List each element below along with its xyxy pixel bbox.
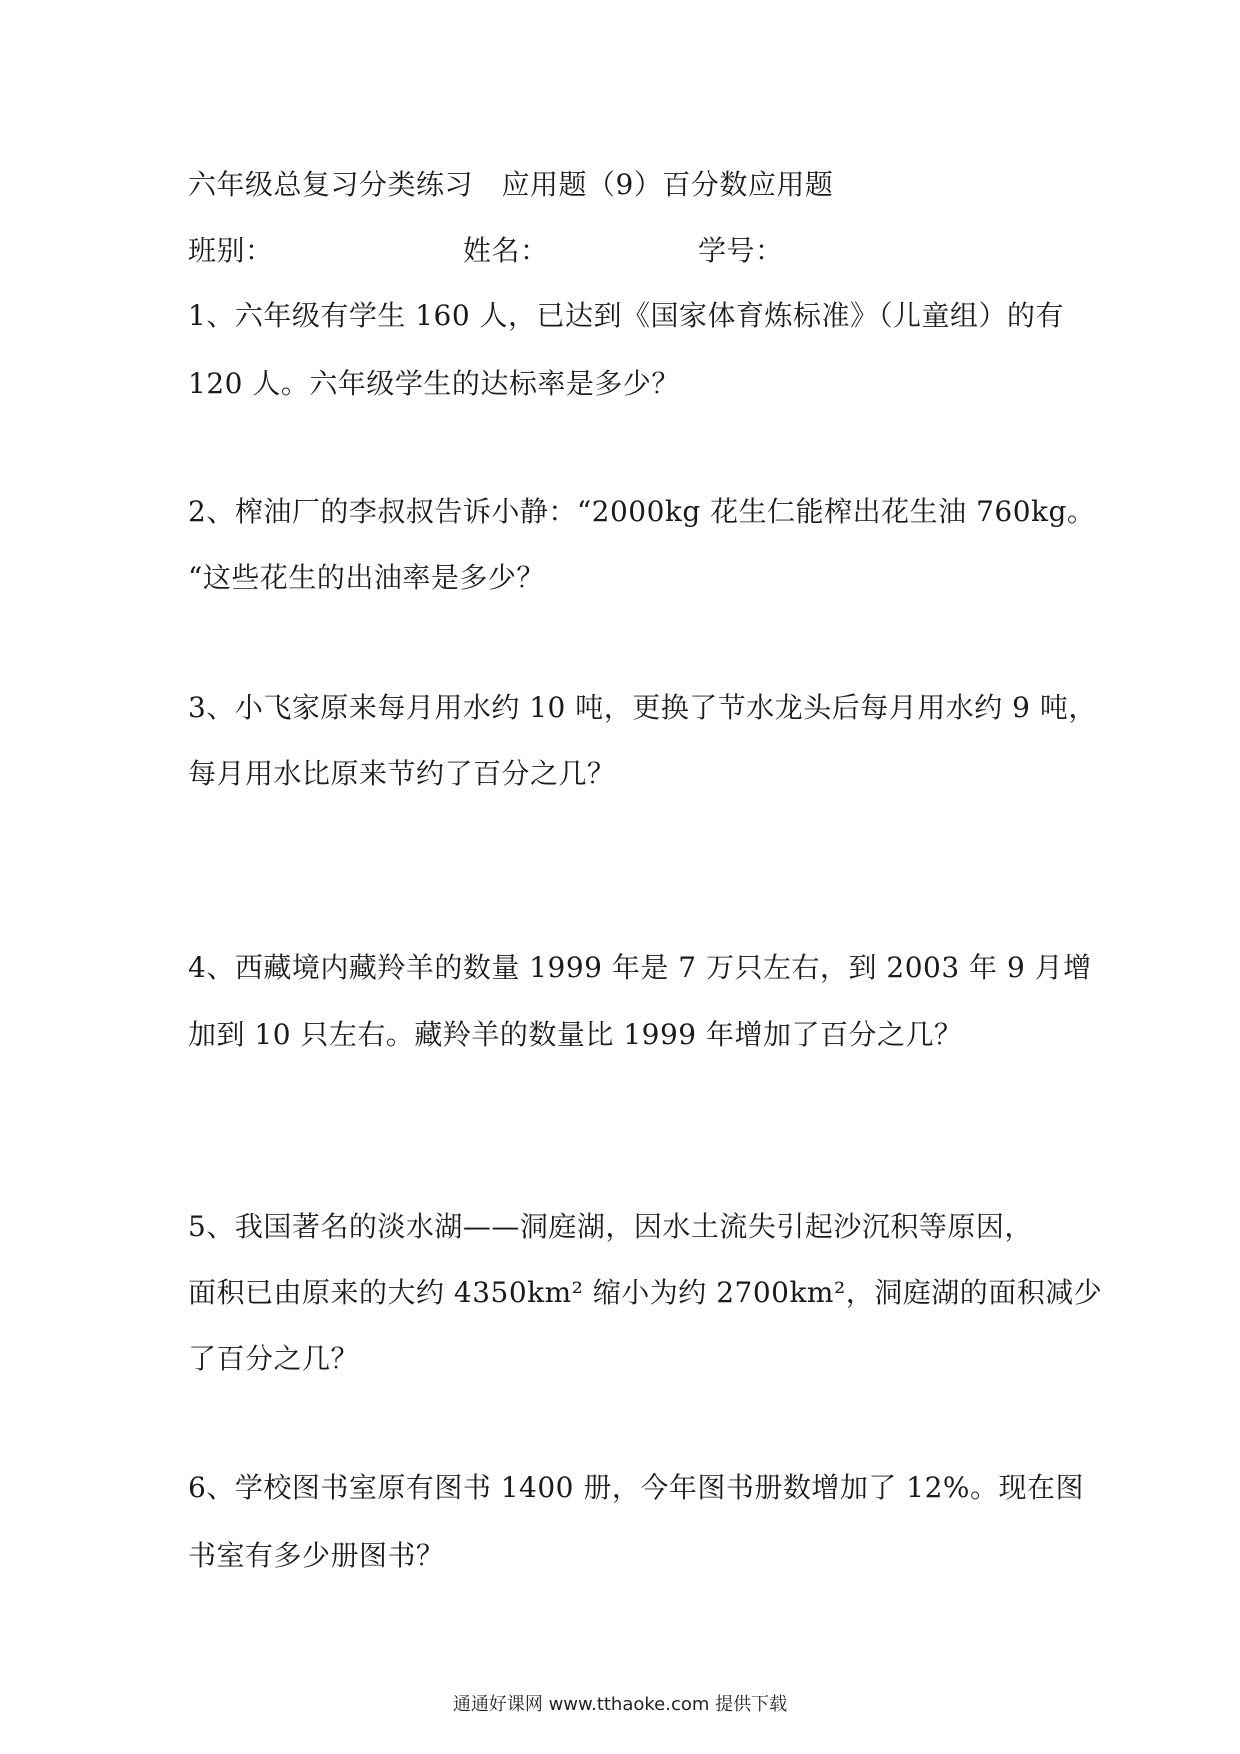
question-4-line-1: 4、西藏境内藏羚羊的数量 1999 年是 7 万只左右，到 2003 年 9 月增 [188, 951, 1092, 984]
question-5-line-1: 5、我国著名的淡水湖——洞庭湖，因水土流失引起沙沉积等原因， [188, 1210, 1033, 1243]
question-1-line-1: 1、六年级有学生 160 人，已达到《国家体育炼标准》（儿童组）的有 [188, 299, 1065, 332]
class-field-label: 班别： [188, 234, 274, 267]
question-5-line-2: 面积已由原来的大约 4350km² 缩小为约 2700km²，洞庭湖的面积减少 [188, 1276, 1103, 1309]
question-3-line-1: 3、小飞家原来每月用水约 10 吨，更换了节水龙头后每月用水约 9 吨， [188, 691, 1097, 724]
question-2-line-2: “这些花生的出油率是多少？ [188, 561, 545, 594]
question-4-line-2: 加到 10 只左右。藏羚羊的数量比 1999 年增加了百分之几？ [188, 1018, 963, 1051]
question-3-line-2: 每月用水比原来节约了百分之几？ [188, 757, 616, 790]
question-6-line-1: 6、学校图书室原有图书 1400 册，今年图书册数增加了 12%。现在图 [188, 1471, 1085, 1504]
question-6-line-2: 书室有多少册图书？ [188, 1539, 445, 1572]
question-2-line-1: 2、榨油厂的李叔叔告诉小静：“2000kg 花生仁能榨出花生油 760kg。 [188, 495, 1096, 528]
name-field-label: 姓名： [463, 234, 549, 267]
student-number-field-label: 学号： [698, 234, 784, 267]
worksheet-title: 六年级总复习分类练习 应用题（9）百分数应用题 [188, 168, 834, 201]
question-5-line-3: 了百分之几？ [188, 1342, 360, 1375]
download-source-footer: 通通好课网 www.tthaoke.com 提供下载 [452, 1694, 788, 1715]
question-1-line-2: 120 人。六年级学生的达标率是多少？ [188, 367, 680, 400]
